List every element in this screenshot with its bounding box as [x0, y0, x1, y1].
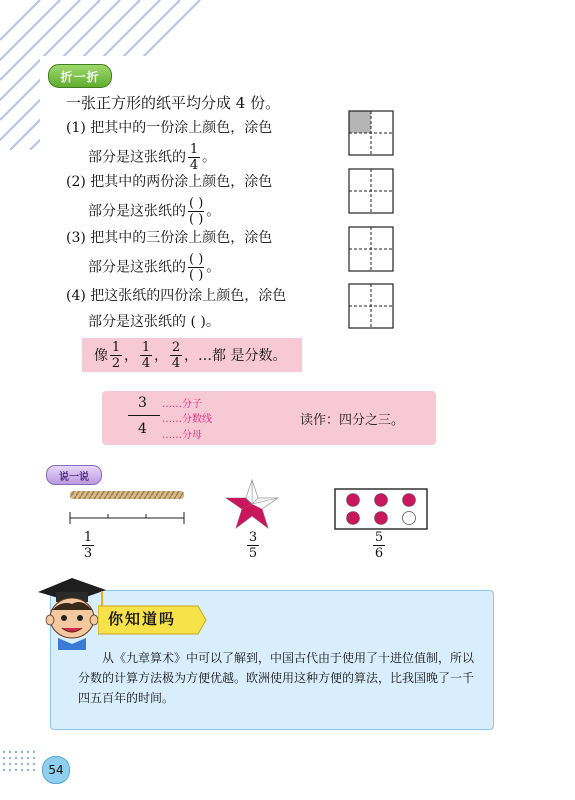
- square-4: [348, 283, 394, 329]
- fraction-parts-box: [102, 391, 436, 445]
- fold-item-4: [66, 286, 286, 332]
- note-fraction-2: $\frac{1}{4}$: [141, 339, 151, 371]
- fold-item-1-fraction: $\frac{1}{4}$: [189, 142, 199, 173]
- fold-item-2: (2) 把其中的两份涂上颜色，涂色 部分是这张纸的 $\frac{( )}{( )}$ 。: [66, 174, 273, 227]
- denominator-label: ……分母: [162, 430, 202, 441]
- numerator-label: ……分子: [162, 399, 202, 410]
- fold-badge: 折一折: [48, 64, 112, 88]
- fold-item-1-line2: 部分是这张纸的: [88, 149, 186, 166]
- fold-item-3: (3) 把其中的三份涂上颜色，涂色 部分是这张纸的 $\frac{( )}{( )}$ 。: [66, 230, 273, 283]
- dot-empty: [403, 512, 416, 525]
- rope-ruler: [66, 488, 188, 526]
- star-shape: [222, 478, 282, 530]
- parts-fraction-bar: [128, 415, 160, 416]
- read-as: 读作：四分之三。: [300, 413, 405, 428]
- dot-filled: [375, 494, 388, 507]
- say-fraction-2: $\frac{3}{5}$: [248, 530, 258, 561]
- note-fraction-1: $\frac{1}{2}$: [111, 339, 121, 371]
- fold-item-3-fraction: $\frac{( )}{( )}$: [189, 252, 204, 283]
- parts-numerator: 3: [138, 395, 147, 411]
- dot-filled: [403, 494, 416, 507]
- dot-box: [334, 488, 428, 530]
- fold-item-2-line1: (2) 把其中的两份涂上颜色，涂色: [66, 174, 273, 190]
- dot-filled: [347, 512, 360, 525]
- fold-item-3-line2: 部分是这张纸的: [88, 259, 186, 276]
- fold-item-2-line2: 部分是这张纸的: [88, 203, 186, 220]
- note-fraction-3: $\frac{2}{4}$: [171, 339, 181, 371]
- footer-dots: [0, 748, 42, 778]
- square-2: [348, 168, 394, 214]
- page-number: 54: [42, 756, 70, 784]
- fraction-note-box: 像 $\frac{1}{2}$ ， $\frac{1}{4}$ ， $\frac{2}{4}$ ，…都 是分数。: [82, 338, 302, 372]
- square-3: [348, 226, 394, 272]
- dot-filled: [375, 512, 388, 525]
- did-you-know-title: 你知道吗: [108, 610, 177, 628]
- fold-item-4-line2: 部分是这张纸的 ( )。: [88, 314, 220, 330]
- dot-filled: [347, 494, 360, 507]
- fold-item-3-line1: (3) 把其中的三份涂上颜色，涂色: [66, 230, 273, 246]
- fold-item-2-fraction: $\frac{( )}{( )}$: [189, 196, 204, 227]
- fold-item-1: (1) 把其中的一份涂上颜色，涂色 部分是这张纸的 $\frac{1}{4}$ 。: [66, 120, 273, 173]
- did-you-know-text: 从《九章算术》中可以了解到，中国古代由于使用了十进位值制，所以分数的计算方法极为方便优越。欧洲使用这种方便的算法，比我国晚了一千四五百年的时间。: [78, 651, 475, 705]
- say-badge: 说一说: [46, 465, 102, 485]
- fold-intro: 一张正方形的纸平均分成 4 份。: [66, 94, 281, 112]
- fold-item-4-line1: (4) 把这张纸的四份涂上颜色，涂色: [66, 288, 287, 304]
- say-fraction-3: $\frac{5}{6}$: [374, 530, 384, 561]
- fold-item-1-line1: (1) 把其中的一份涂上颜色，涂色: [66, 120, 273, 136]
- square-1: [348, 110, 394, 156]
- parts-denominator: 4: [138, 421, 147, 437]
- say-fraction-1: $\frac{1}{3}$: [83, 530, 93, 561]
- fraction-bar-label: ……分数线: [162, 414, 212, 425]
